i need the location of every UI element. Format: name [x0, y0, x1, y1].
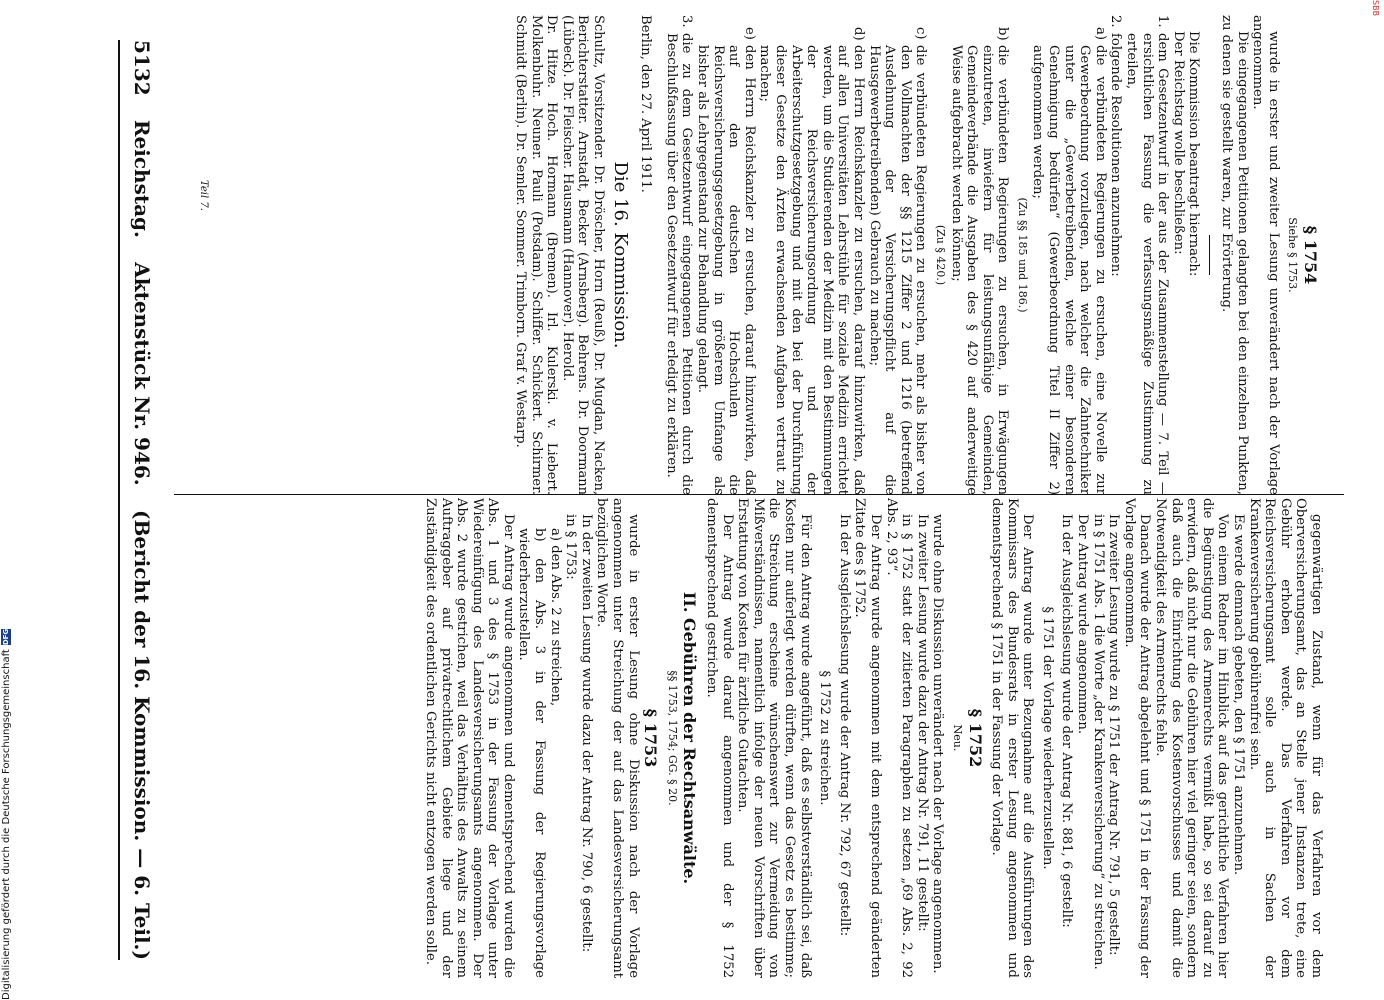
list-item: [1030, 15, 1108, 495]
paragraph: Der Reichstag wolle beschließen:: [1170, 31, 1186, 255]
list-number: e): [741, 27, 757, 40]
section-title: § 1752: [965, 708, 985, 768]
paragraph: Die eingegangenen Petitionen gelangten bei den einzelnen Punkten, zu denen sie gestellt waren, zur Erörterung.: [1219, 15, 1250, 495]
left-column: [174, 498, 1324, 978]
section-subtitle: §§ 1753, 1754; GG. § 20.: [665, 670, 679, 806]
list-item: [866, 15, 928, 495]
list-text: folgende Resolutionen anzunehmen:: [1108, 33, 1124, 277]
members-list: Schultz, Vorsitzender. Dr. Dröscher, Horn (Reuß), Dr. Mugdan, Nacken, Berichterstatter. Arnstadt, Becker (Arnsberg). Behrens. Dr. Doormann (Lübeck). Dr. Fleischer. Hausmann (Hannover). Herold.: [559, 15, 607, 495]
list-item: [757, 15, 866, 495]
document-label: Aktenstück Nr. 946.: [130, 262, 154, 486]
page-header: [118, 40, 164, 960]
digitization-credit: [0, 600, 12, 1000]
list-number: c): [913, 27, 929, 40]
paragraph: Die Kommission beantragt hiernach:: [1186, 31, 1202, 277]
paragraph: Von einem Redner im Hinblick auf das gerichtliche Verfahren hier die Begünstigung des Armenrechts vermißt habe, so sei darauf zu erwidern, daß nicht nur die Gebühren hier viel geringer seien, sondern daß auch die Einrichtung des Kostenvorschusses und damit die Notwendigkeit des Armenrechts fehle.: [1153, 498, 1231, 978]
paragraph: Für den Antrag wurde angeführt, daß es selbstverständlich sei, daß Kosten nur auferlegt werden dürften, wenn das Gesetz es bestimme; die Streichung erscheine wünschenswert zur Vermeidung von Mißverständnissen, namentlich infolge der neuen Vorschriften über Erstattung von Kosten für ärztliche Gutachten.: [735, 498, 813, 978]
section-subtitle: Neu.: [950, 724, 964, 752]
list-item: [694, 15, 756, 495]
reference-note: (Zu §§ 185 und 186.): [1015, 197, 1029, 313]
list-text: dem Gesetzentwurf in der aus der Zusammenstellung — 7. Teil — ersichtlichen Fassung die verfassungsmäßige Zustimmung zu erteilen,: [1124, 33, 1171, 495]
paragraph: Der Antrag wurde angenommen und dementsprechend wurden die Abs. 1 und 3 des § 1753 in der Fassung der Vorlage unter Wiedereinfügung des Landesversicherungsamts angenommen. Der Abs. 2 wurde gestrichen, weil das Verhältnis des Anwalts zu seinem Auftraggeber auf privatrechtlichem Gebiete liege und der Zuständigkeit des ordentlichen Gerichts nicht entzogen werden solle.: [422, 498, 516, 978]
right-column: [174, 15, 1324, 495]
paragraph: wurde in erster und zweiter Lesung unverändert nach der Vorlage angenommen.: [1250, 15, 1281, 495]
paragraph: Der Antrag wurde angenommen mit dem entsprechend geänderten Zitate des § 1752.: [852, 498, 883, 978]
section-heading: II. Gebühren der Rechtsanwälte.: [680, 591, 700, 885]
credit-text: Digitalisierung gefördert durch die Deutsche Forschungsgemeinschaft: [0, 649, 12, 1000]
section-title: § 1753: [641, 708, 661, 768]
paragraph: Der Antrag wurde darauf angenommen und der § 1752 dementsprechend gestrichen.: [704, 498, 735, 978]
list-text: den Herrn Reichskanzler zu ersuchen, darauf hinzuwirken, daß auf den deutschen Hochschulen die Reichsversicherungsgesetzgebung in größerem Umfange als bisher als Lehrgegenstand zur Behandlung gelangt.: [695, 45, 757, 495]
list-text: die zu dem Gesetzentwurf eingegangenen Petitionen durch die Beschlußfassung über den Gesetzentwurf für erledigt zu erklären.: [663, 33, 695, 495]
institution-label: Reichstag.: [130, 119, 154, 238]
list-text: die verbündeten Regierungen zu ersuchen, in Erwägungen einzutreten, inwiefern für leistungsunfähige Gemeinden, Gemeindeverbände die Ausgaben des § 420 auf anderweitige Weise aufgebracht werden können;: [948, 45, 1011, 495]
list-item: [1123, 15, 1170, 495]
margin-annotation: Teil 7.: [198, 180, 209, 211]
paragraph: gegenwärtigen Zustand, wenn für das Verfahren vor dem Oberversicherungsamt, das an Stelle jener Instanzen trete, eine Gebühr erhoben werde. Das Verfahren vor dem Reichsversicherungsamt solle auch in Sachen der Krankenversicherung gebührenfrei sein.: [1246, 498, 1324, 978]
paragraph: in § 1753:: [563, 514, 579, 580]
paragraph: wurde in erster Lesung ohne Diskussion nach der Vorlage angenommen unter Streichung der auf das Landesversicherungsamt bezüglichen Worte.: [594, 498, 641, 978]
separator: [1209, 235, 1210, 275]
paragraph: Der Antrag wurde angenommen.: [1075, 514, 1091, 735]
paragraph: In der Ausgleichslesung wurde der Antrag Nr. 881, 6 gestellt:: [1059, 514, 1075, 928]
date-line: Berlin, den 27. April 1911.: [638, 15, 654, 193]
paragraph: wurde ohne Diskussion unverändert nach der Vorlage angenommen.: [930, 514, 946, 974]
dfg-logo: DFG: [2, 628, 10, 646]
section-title: § 1754: [1301, 225, 1320, 285]
list-item: b) den Abs. 3 in der Fassung der Regierungsvorlage wiederherzustellen.: [516, 528, 548, 978]
members-list: Dr. Hitze. Hoch. Hormann (Bremen). Irl. Kulerski. v. Liebert. Molkenbuhr. Neuner. Pauli (Potsdam). Schiffer. Schickert. Schirmer. Schmidt (Berlin). Dr. Semler. Sommer. Trimborn. Graf v. Westarp.: [513, 15, 560, 495]
list-item: [663, 15, 694, 495]
paragraph: Der Antrag wurde unter Bezugnahme auf die Ausführungen des Kommissars des Bundesrats in erster Lesung angenommen und dementsprechend § 1751 in der Fassung der Vorlage.: [989, 498, 1036, 978]
list-number: d): [850, 27, 866, 41]
paragraph: In der zweiten Lesung wurde dazu der Antrag Nr. 790, 6 gestellt:: [578, 514, 594, 953]
list-number: 3.: [679, 15, 695, 28]
list-item: a) den Abs. 2 zu streichen,: [547, 528, 563, 707]
list-text: die verbündeten Regierungen zu ersuchen, mehr als bisher von den Vollmachten der §§ 1215 Ziffer 2 und 1216 (betreffend Ausdehnung der Versicherungspflicht auf die Hausgewerbetreibenden) Gebrauch zu machen;: [866, 45, 929, 495]
paragraph: in § 1752 statt der zitierten Paragraphen zu setzen „69 Abs. 2, 92 Abs. 2, 93“.: [883, 498, 915, 978]
list-number: 1.: [1155, 15, 1171, 28]
reference-note: (Zu § 420.): [933, 224, 947, 286]
section-subtitle: Siehe § 1753.: [1286, 217, 1300, 293]
list-text: den Herrn Reichskanzler zu ersuchen, darauf hinzuwirken, daß auf allen Universitäten Lehrstühle für soziale Medizin errichtet werden, um die Studierenden der Medizin mit den Bestimmungen der Reichsversicherungsordnung und der Arbeiterschutzgesetzgebung und mit den bei der Durchführung dieser Gesetze den Ärzten erwachsenden Aufgaben vertraut zu machen;: [757, 45, 866, 495]
list-number: a): [1092, 27, 1108, 41]
list-item: [1108, 15, 1124, 495]
paragraph: Es werde demnach gebeten, den § 1751 anzunehmen.: [1231, 514, 1247, 876]
list-number: 2.: [1108, 15, 1124, 28]
list-item: [948, 15, 1010, 495]
paragraph: In zweiter Lesung wurde dazu der Antrag Nr. 791, 11 gestellt:: [914, 514, 930, 932]
commission-title: Die 16. Kommission.: [609, 161, 631, 349]
paragraph: In zweiter Lesung wurde zu § 1751 der Antrag Nr. 791, 5 gestellt:: [1106, 514, 1122, 956]
list-text: die verbündeten Regierungen zu ersuchen, eine Novelle zur Gewerbeordnung vorzulegen, nach welcher die Zahntechniker unter die „Gewerbetreibenden, welche einer besonderen Genehmigung bedürfen“ (Gewerbeordnung Titel II Ziffer 2) aufgenommen werden;: [1030, 45, 1108, 495]
paragraph: In der Ausgleichslesung wurde der Antrag Nr. 792, 67 gestellt:: [836, 514, 852, 937]
paragraph: § 1752 zu streichen.: [817, 670, 833, 806]
list-number: b): [995, 27, 1011, 41]
paragraph: in § 1751 Abs. 1 die Worte „der Krankenversicherung“ zu streichen.: [1090, 514, 1106, 970]
page-mark: SBB: [1371, 0, 1380, 17]
page-number: 5132: [130, 40, 154, 96]
report-label: (Bericht der 16. Kommission. — 6. Teil.): [130, 510, 154, 960]
paragraph: Danach wurde der Antrag abgelehnt und § 1751 in der Fassung der Vorlage angenommen.: [1121, 498, 1153, 978]
paragraph: § 1751 der Vorlage wiederherzustellen.: [1039, 606, 1055, 870]
